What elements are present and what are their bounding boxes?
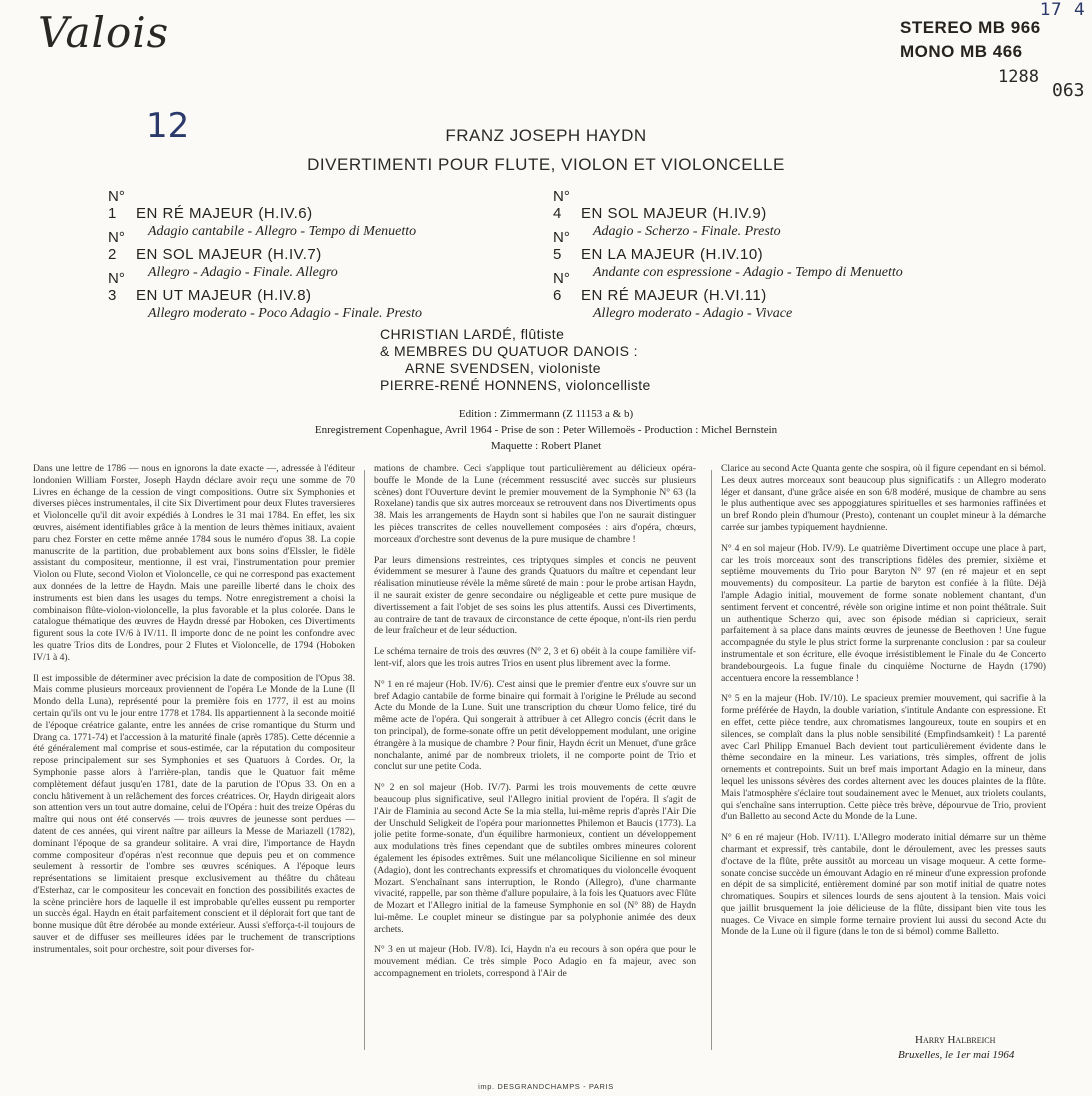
notes-column-1 — [33, 463, 355, 1069]
credits — [0, 406, 1092, 454]
notes-paragraph: mations de chambre. Ceci s'applique tout particulièrement au délicieux opéra-bouffe le Monde de la Lune (récemment ressuscité avec succès sur plusieurs scènes) dont l'Ouverture devint le premier mouvement de la Symphonie N° 63 (la Roxelane) tandis que six autres morceaux se retrouvent dans nos Divertiments opus 38. Mais les arrangements de Haydn sont si habiles que l'on ne saurait distinguer les pièces transcrites de celles nouvellement composées : airs d'opéra, chœurs, morceaux d'orchestre sont devenus de la pure musique de chambre ! — [374, 463, 696, 545]
signature-name: Harry Halbreich — [915, 1034, 996, 1046]
column-divider — [711, 470, 712, 1050]
composer-title: FRANZ JOSEPH HAYDN — [445, 126, 647, 145]
notes-paragraph: N° 6 en ré majeur (Hob. IV/11). L'Allegro moderato initial démarre sur un thème charmant et expressif, très cantabile, dont le déroulement, avec les presses sauts d'octave de la flûte, prête aussitôt au morceau un visage moqueur. A cette forme-sonate concise succède un émouvant Adagio en ré mineur d'une expression profonde en dépit de sa simplicité, entièrement dominé par son motif initial de quatre notes chromatiques. Soupirs et silences lourds de sens ajoutent à la tension. Mais voici que jaillit brusquement la joie délicieuse de la flûte, dissipant bien vite tous les nuages. Ce Vivace en simple forme ternaire provient lui aussi du second Acte du Monde de la Lune où il figure (dans le ton de si bémol) comme Balletto. — [721, 832, 1046, 938]
work-key: EN RÉ MAJEUR (H.IV.6) — [136, 205, 313, 222]
catalog-references — [900, 16, 1041, 64]
work-number: N° 3 — [108, 270, 125, 304]
mono-ref: MONO MB 466 — [900, 42, 1023, 61]
work-movements: Adagio cantabile - Allegro - Tempo di Menuetto — [148, 224, 417, 239]
work-movements: Andante con espressione - Adagio - Tempo di Menuetto — [593, 265, 903, 280]
notes-paragraph: N° 3 en ut majeur (Hob. IV/8). Ici, Haydn n'a eu recours à son opéra que pour le mouvement médian. Ce très simple Poco Adagio en fa majeur, avec son accompagnement en triolets, correspond à l'Air de — [374, 944, 696, 980]
stereo-ref: STEREO MB 966 — [900, 18, 1041, 37]
work-key: EN UT MAJEUR (H.IV.8) — [136, 287, 312, 304]
maquette-credit: Maquette : Robert Planet — [490, 440, 602, 452]
notes-paragraph: Il est impossible de déterminer avec précision la date de composition de l'Opus 38. Mais comme plusieurs morceaux proviennent de l'opéra Le Monde de la Lune (Il Mondo della Luna), représenté pour la première fois en 1777, il est au moins certain qu'ils ont vu le jour entre 1778 et 1784. Ils appartiennent à la seconde moitié de l'époque créatrice galante, entre les années de crise romantique du Sturm und Drang ca. 1771-74) et l'accession à la maturité finale (après 1785). Cette décennie a été généralement mal comprise et sous-estimée, car la réputation du compositeur repose principalement sur ses Symphonies et ses Quatuors à Cordes. Or, la Symphonie passe alors à l'arrière-plan, tandis que le Quatuor fait même complètement défaut jusqu'en 1781, date de la parution de l'Opus 33. On en a conclu hâtivement à un relâchement des forces créatrices. Or, Haydn dirigeait alors son attention vers un tout autre domaine, celui de l'Opéra : huit des treize Opéras du maître qui nous ont été conservés — trois œuvres de jeunesse sont perdues — datent de ces années, qui virent naître par ailleurs la Messe de Mariazell (1782), dominant l'époque de sa grandeur solitaire. A vrai dire, l'importance de Haydn comme compositeur d'opéras n'est reconnue que depuis peu et on commence seulement à ressortir de l'ombre ses œuvres scéniques. A l'époque leurs représentations se limitaient presque exclusivement au théâtre du château d'Esterhaz, car le compositeur les concevait en fonction des possibilités exactes de la scène princière hors de laquelle il est improbable qu'elles eussent pu remporter un succès égal. Haydn en était parfaitement conscient et il déplorait fort que tant de bonne musique dût être dérobée au monde extérieur. Aussi s'efforça-t-il toujours de sauver et de diffuser ses meilleures idées par le truchement de transcriptions instrumentales, soit pour orchestre, soit pour diverses for- — [33, 672, 355, 955]
notes-paragraph: N° 5 en la majeur (Hob. IV/10). Le spacieux premier mouvement, qui sacrifie à la forme préférée de Haydn, la double variation, s'intitule Andante con espressione. Et en effet, cette pièce tendre, aux chromatismes langoureux, toute en soupirs et en silences, se complaît dans la plus noble sensibilité (Empfindsamkeit) ! La parenté avec Carl Philipp Emanuel Bach devient tout particulièrement évidente dans le thème secondaire en la mineur. Les variations, très simples, offrent de jolis ornements et contrepoints. Suit un bref mais important Adagio en la mineur, dans lequel les unissons sévères des cordes alternent avec les douces plaintes de la flûte. Mais l'atmosphère s'éclaire tout soudainement avec le Menuet, aux triolets coulants, qui s'enchaîne sans interruption. Cette pièce très brève, dépourvue de Trio, provient d'un Balletto au second Acte du Monde de la Lune. — [721, 693, 1046, 823]
work-title: DIVERTIMENTI POUR FLUTE, VIOLON ET VIOLONCELLE — [307, 155, 785, 174]
work-movements: Allegro moderato - Adagio - Vivace — [593, 306, 793, 321]
work-key: EN SOL MAJEUR (H.IV.9) — [581, 205, 767, 222]
work-number: N° 4 — [553, 188, 570, 222]
work-movements: Allegro - Adagio - Finale. Allegro — [148, 265, 338, 280]
performers — [0, 326, 1092, 396]
performer-cello: PIERRE-RENÉ HONNENS, violoncelliste — [380, 377, 651, 393]
notes-column-2 — [374, 463, 696, 1069]
work-key: EN LA MAJEUR (H.IV.10) — [581, 246, 764, 263]
performer-ensemble: & MEMBRES DU QUATUOR DANOIS : — [380, 343, 638, 359]
notes-paragraph: Le schéma ternaire de trois des œuvres (N° 2, 3 et 6) obéit à la coupe familière vif-lent-vif, alors que les trois autres Trios en usent plus librement avec la forme. — [374, 646, 696, 669]
notes-paragraph: Dans une lettre de 1786 — nous en ignorons la date exacte —, adressée à l'éditeur londonien William Forster, Joseph Haydn déclare avoir reçu une somme de 70 Livres en échange de la cession de vingt compositions. Outre six Symphonies et diverses pièces instrumentales, il cite Six Divertiment pour deux Flutes traversieres et Violoncelle qu'il dit avoir expédiés à Londres le 31 mai 1784. En effet, les six œuvres, aisément identifiables grâce à la mention de leurs thèmes initiaux, avaient paru chez Forster en cette même année 1784 sous le numéro d'opus 38. La copie manuscrite de la partition, due probablement aux bons soins d'Elssler, le fidèle assistant du compositeur, mentionne, il est vrai, l'instrumentation pour premier Violon ou Flute, second Violon et Violoncelle, ce qui ne correspond pas exactement aux données de la lettre de Haydn. Mais une pareille liberté dans le choix des instruments est bien dans les usages du temps. Notre enregistrement a choisi la combinaison flûte-violon-violoncelle, la plus favorable et la plus colorée. Dans le catalogue thématique des œuvres de Haydn dressé par Hoboken, ces Divertiments figurent sous la cote IV/6 à IV/11. Il importe donc de ne point les confondre avec les quatre Trios dits de Londres, pour 2 Flutes et Violoncelle, de 1794 (Hoboken IV/1 à 4). — [33, 463, 355, 663]
handwritten-number-top: 17 — [1040, 0, 1062, 20]
notes-paragraph: N° 2 en sol majeur (Hob. IV/7). Parmi les trois mouvements de cette œuvre beaucoup plus significative, seul l'Allegro initial provient de l'opéra. Il s'agit de l'Air de Flaminia au second Acte Se la mia stella, lui-même repris d'après l'Air Die der Unschuld Seligkeit de l'opéra pour marionnettes Philemon et Baucis (1773). La jolie petite forme-sonate, d'un équilibre harmonieux, contient un développement aux modulations très fines cependant que de subtiles ombres mineures colorent également les épisodes extrêmes. Suit une mélancolique Sicilienne en sol mineur (Adagio), dont les contrechants expressifs et chromatiques du violoncelle évoquent Mozart. S'enchaînant sans interruption, le Rondo (Allegro), d'une charmante vivacité, rappelle, par son thème d'allure populaire, à la fois les Quatuors avec Flûte de Mozart et l'Allegro initial de la fameuse Symphonie en sol (N° 88) de Haydn lui-même. Le couplet mineur se distingue par sa polyphonie animée des deux archets. — [374, 782, 696, 935]
printer-credit: imp. DESGRANDCHAMPS - PARIS — [478, 1082, 614, 1091]
stamp-number: 1288 — [998, 67, 1039, 87]
notes-paragraph: Par leurs dimensions restreintes, ces triptyques simples et concis ne peuvent évidemment se mesurer à l'aune des grands Quatuors du maître et cependant leur réalisation minutieuse révèle la même sûreté de main : pour le probe artisan Haydn, il ne saurait exister de genre secondaire ou négligeable et cette pure musique de divertissement a fait l'objet de ses soins les plus attentifs. Aussi ces Divertiments, au contraire de tant de travaux de circonstance de cette époque, n'ont-ils rien perdu de leur fraîcheur et de leur séduction. — [374, 554, 696, 637]
performer-violin: ARNE SVENDSEN, violoniste — [405, 360, 601, 376]
notes-paragraph: N° 1 en ré majeur (Hob. IV/6). C'est ainsi que le premier d'entre eux s'ouvre sur un bref Adagio cantabile de forme binaire qui formait à l'origine le Prélude au second Acte du Monde de la Lune. Suit une transcription du chœur Uomo felice, tiré du même acte de l'opéra. Qui songerait à attribuer à cet Allegro concis (écrit dans le ton principal), de forme-sonate offre un petit développement modulant, une origine étrangère à la musique de chambre ? Pour finir, Haydn écrit un Menuet, d'une grâce nonchalante, animé par de nombreux triolets, il ne comporte point de Trio et conclut sur une petite Coda. — [374, 678, 696, 773]
edition-credit: Edition : Zimmermann (Z 11153 a & b) — [458, 408, 634, 420]
work-key: EN RÉ MAJEUR (H.VI.11) — [581, 287, 767, 304]
work-number: N° 6 — [553, 270, 570, 304]
notes-column-3 — [721, 463, 1046, 1023]
notes-paragraph: Clarice au second Acte Quanta gente che sospira, où il figure cependant en si bémol. Les deux autres morceaux sont beaucoup plus significatifs : un Allegro moderato léger et dansant, d'une grâce aisée en son 6/8 modéré, musique de chambre au sens le plus authentique avec ses appoggiatures spirituelles et ses harmonies raffinées et un bref Rondo plein d'humour (Presto), contenant un couplet mineur à la démarche carrée sur jambes typiquement haydnienne. — [721, 463, 1046, 533]
column-divider — [364, 470, 365, 1050]
performer-flute: CHRISTIAN LARDÉ, flûtiste — [380, 326, 565, 342]
handwritten-number-12: 12 — [146, 106, 190, 146]
work-3 — [108, 270, 422, 322]
work-number: N° 5 — [553, 229, 570, 263]
work-6 — [553, 270, 792, 322]
work-movements: Allegro moderato - Poco Adagio - Finale. Presto — [148, 306, 422, 321]
stamp-number-2: 063 — [1052, 80, 1085, 101]
handwritten-mark-corner: 4 — [1074, 0, 1085, 20]
work-number: N° 2 — [108, 229, 125, 263]
signature-place-date: Bruxelles, le 1er mai 1964 — [898, 1049, 1015, 1061]
work-number: N° 1 — [108, 188, 125, 222]
notes-paragraph: N° 4 en sol majeur (Hob. IV/9). Le quatrième Divertiment occupe une place à part, car les trois morceaux sont des transcriptions fidèles des premier, sixième et septième mouvements du Trio pour Baryton N° 97 (en ré majeur et en sept mouvements) du compositeur. La partie de baryton est confiée à la flûte. Déjà l'ample Adagio initial, mouvement de forme sonate noblement chantant, d'un sentiment fervent et concentré, révèle son origine intime et non point théâtrale. Suit un authentique Scherzo qui, avec son épisode médian si capricieux, serait parfaitement à sa place dans maints œuvres de jeunesse de Beethoven ! Une fugue accompagnée du style le plus strict forme la surprenante conclusion : par sa couleur instrumentale et son écriture, elle évoque irrésistiblement le Finale du 4e Concerto brandebourgeois. La fugue finale du cinquième Nocturne de Haydn (1790) accentuera encore la ressemblance ! — [721, 542, 1046, 684]
recording-credit: Enregistrement Copenhague, Avril 1964 - Prise de son : Peter Willemoës - Production : Michel Bernstein — [314, 424, 778, 436]
brand-logo: Valois — [38, 8, 170, 57]
work-key: EN SOL MAJEUR (H.IV.7) — [136, 246, 322, 263]
work-movements: Adagio - Scherzo - Finale. Presto — [593, 224, 781, 239]
